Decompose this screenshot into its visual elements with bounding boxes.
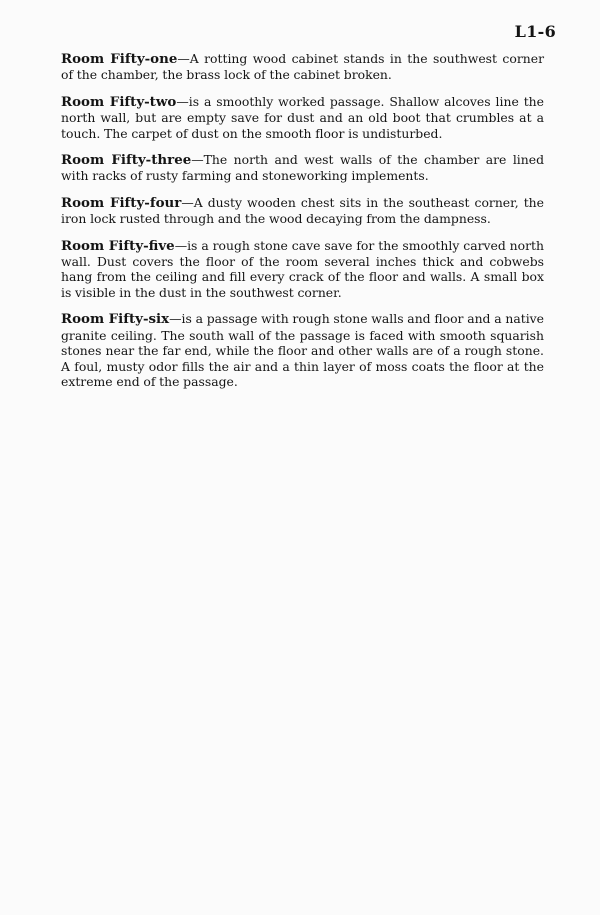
room-entry-fifty-two	[61, 94, 544, 141]
em-dash: —	[169, 311, 182, 327]
room-entry-fifty-four	[61, 195, 544, 227]
room-title: Room Fifty-three	[61, 152, 192, 169]
room-description: is a smoothly worked passage. Shallow alcoves line the north wall, but are empty save for dust and an old boot that crumbles at a touch. The carpet of dust on the smooth floor is undisturbed.	[61, 93, 544, 141]
room-description: A dusty wooden chest sits in the southeast corner, the iron lock rusted through and the wood decaying from the dampness.	[61, 194, 544, 227]
room-description: A rotting wood cabinet stands in the southwest corner of the chamber, the brass lock of the cabinet broken.	[61, 51, 544, 83]
em-dash: —	[181, 194, 194, 210]
room-descriptions	[61, 51, 544, 400]
room-title: Room Fifty-one	[61, 51, 178, 67]
room-title: Room Fifty-six	[61, 311, 170, 328]
em-dash: —	[177, 51, 190, 66]
room-entry-fifty-five	[61, 238, 544, 301]
room-title: Room Fifty-two	[61, 93, 177, 110]
room-entry-fifty-six	[61, 311, 544, 389]
em-dash: —	[174, 237, 188, 253]
room-description: The north and west walls of the chamber are lined with racks of rusty farming and stoneworking implements.	[61, 152, 545, 184]
page-number: L1-6	[514, 22, 556, 41]
em-dash: —	[191, 152, 204, 168]
room-description: is a rough stone cave save for the smoothly carved north wall. Dust covers the floor of the room several inches thick and cobwebs hang from the ceiling and fill every crack of the floor and walls. A small box is visible in the dust in the southwest corner.	[61, 237, 544, 300]
em-dash: —	[176, 93, 189, 109]
room-title: Room Fifty-four	[61, 194, 182, 211]
room-description: is a passage with rough stone walls and floor and a native granite ceiling. The south wall of the passage is faced with smooth squarish stones near the far end, while the floor and other walls are of a rough stone. A foul, musty odor fills the air and a thin layer of moss coats the floor at the extreme end of the passage.	[61, 311, 545, 389]
room-title: Room Fifty-five	[61, 237, 175, 254]
room-entry-fifty-one	[61, 51, 544, 83]
room-entry-fifty-three	[61, 152, 544, 184]
